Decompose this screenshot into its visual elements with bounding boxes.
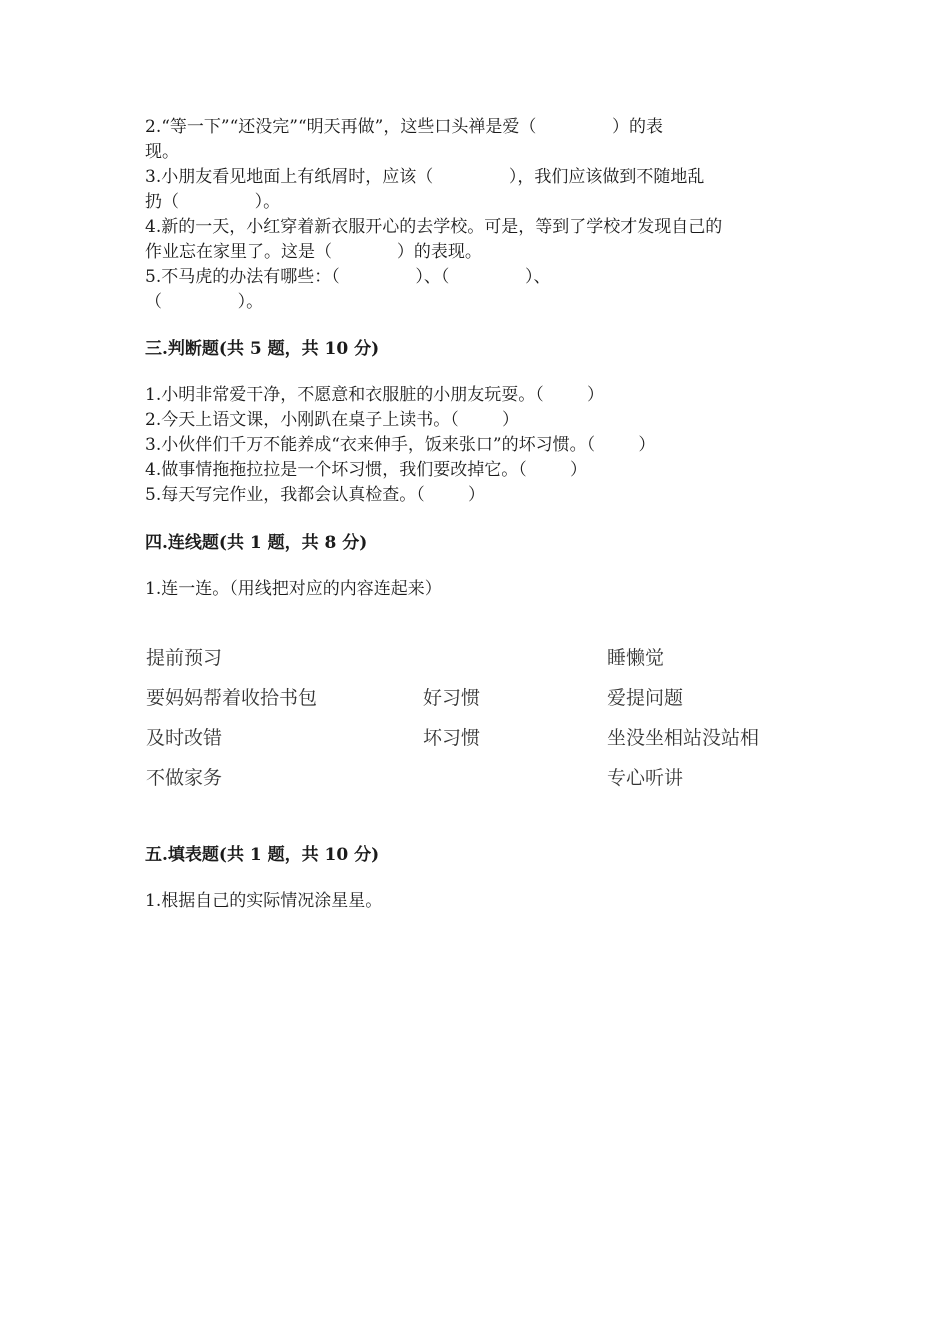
fill-question-3-line-1: 3.小朋友看见地面上有纸屑时，应该（ ），我们应该做到不随地乱: [145, 167, 705, 187]
judge-question-2: 2.今天上语文课，小刚趴在桌子上读书。（ ）: [145, 410, 519, 430]
judge-section-heading: 三.判断题(共 5 题，共 10 分): [145, 339, 380, 359]
match-right-item-3: 坐没坐相站没站相: [607, 727, 760, 749]
match-section-heading: 四.连线题(共 1 题，共 8 分): [145, 533, 368, 553]
match-left-item-4: 不做家务: [146, 767, 223, 789]
fill-question-4-line-1: 4.新的一天，小红穿着新衣服开心的去学校。可是，等到了学校才发现自己的: [145, 217, 723, 237]
table-question: 1.根据自己的实际情况涂星星。: [145, 891, 383, 911]
match-left-item-1: 提前预习: [146, 647, 223, 669]
table-section-heading: 五.填表题(共 1 题，共 10 分): [145, 845, 380, 865]
fill-question-2-line-1: 2.“等一下”“还没完”“明天再做”，这些口头禅是爱（ ）的表: [145, 117, 664, 137]
match-middle-item-2: 坏习惯: [423, 727, 481, 749]
fill-question-4-line-2: 作业忘在家里了。这是（ ）的表现。: [145, 242, 482, 262]
fill-question-2-line-2: 现。: [145, 142, 179, 162]
fill-question-3-line-2: 扔（ ）。: [145, 192, 281, 212]
judge-question-3: 3.小伙伴们千万不能养成“衣来伸手，饭来张口”的坏习惯。（ ）: [145, 435, 656, 455]
match-middle-item-1: 好习惯: [423, 687, 481, 709]
match-question: 1.连一连。（用线把对应的内容连起来）: [145, 579, 442, 599]
match-right-item-4: 专心听讲: [607, 767, 684, 789]
match-right-item-2: 爱提问题: [607, 687, 684, 709]
match-left-item-2: 要妈妈帮着收拾书包: [146, 687, 318, 709]
fill-question-5-line-1: 5.不马虎的办法有哪些：（ ）、（ ）、: [145, 267, 551, 287]
judge-question-5: 5.每天写完作业，我都会认真检查。（ ）: [145, 485, 485, 505]
fill-question-5-line-2: （ ）。: [145, 292, 264, 312]
judge-question-4: 4.做事情拖拖拉拉是一个坏习惯，我们要改掉它。（ ）: [145, 460, 587, 480]
match-right-item-1: 睡懒觉: [607, 647, 665, 669]
judge-question-1: 1.小明非常爱干净，不愿意和衣服脏的小朋友玩耍。（ ）: [145, 385, 604, 405]
match-left-item-3: 及时改错: [146, 727, 223, 749]
